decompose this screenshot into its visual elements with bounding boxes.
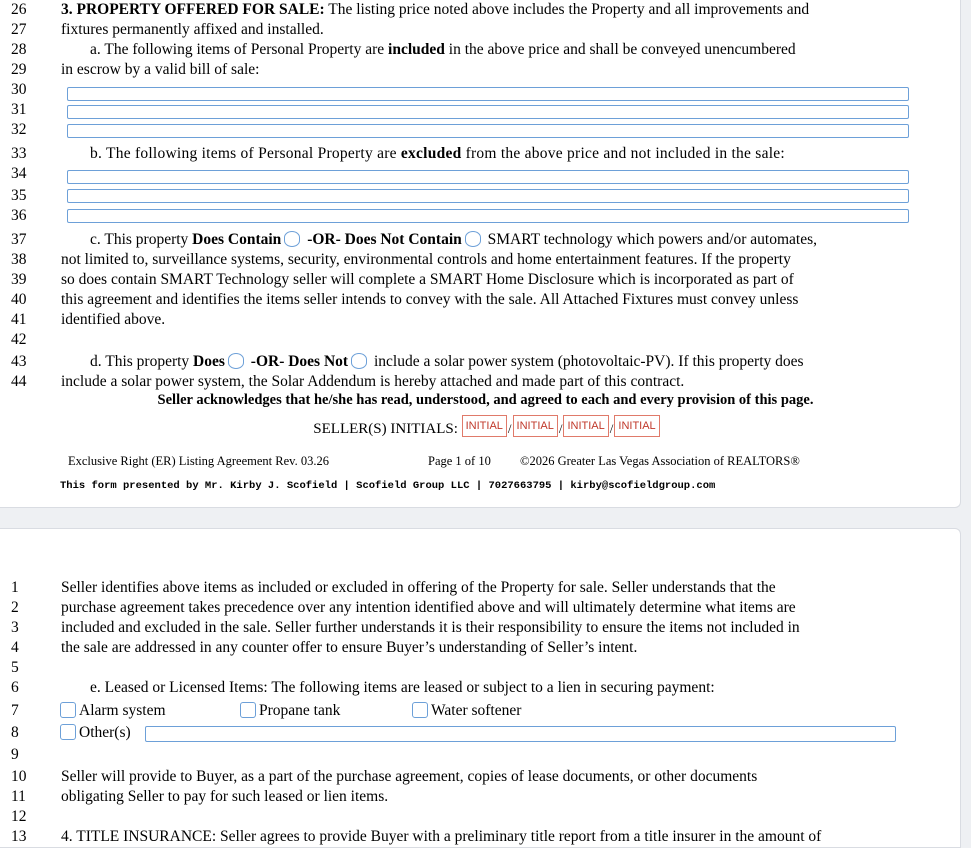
line-number: 13 — [11, 828, 27, 845]
other-label: Other(s) — [79, 724, 131, 741]
body-text: include a solar power system, the Solar Addendum is hereby attached and made part of this contract. — [61, 373, 685, 390]
does-solar-checkbox[interactable] — [228, 353, 244, 369]
line-number: 9 — [11, 746, 19, 763]
does-not-contain-smart-checkbox[interactable] — [465, 231, 481, 247]
propane-tank-checkbox[interactable] — [240, 702, 256, 718]
initial-box-4[interactable]: INITIAL — [614, 415, 659, 437]
line-number: 2 — [11, 599, 19, 616]
line-number: 42 — [11, 331, 27, 348]
body-text: this agreement and identifies the items seller intends to convey with the sale. All Attached Fixtures must convey unless — [61, 291, 799, 308]
initial-box-1[interactable]: INITIAL — [462, 415, 507, 437]
item-b-text: b. The following items of Personal Property are excluded from the above price and not included in the sale: — [90, 145, 785, 162]
line-number: 43 — [11, 353, 27, 370]
line-number: 36 — [11, 207, 27, 224]
section-3-title: 3. PROPERTY OFFERED FOR SALE: — [61, 1, 325, 18]
line-number: 28 — [11, 41, 27, 58]
alarm-system-label: Alarm system — [79, 702, 166, 719]
excluded-items-field-3[interactable] — [67, 209, 909, 223]
line-number: 37 — [11, 231, 27, 248]
line-number: 26 — [11, 1, 27, 18]
included-items-field-1[interactable] — [67, 87, 909, 101]
line-number: 3 — [11, 619, 19, 636]
leased-items-options — [60, 701, 166, 720]
body-text: Seller identifies above items as included or excluded in offering of the Property for sale. Seller understands that the — [61, 579, 776, 596]
body-text: so does contain SMART Technology seller will complete a SMART Home Disclosure which is incorporated as part of — [61, 271, 794, 288]
line-number: 27 — [11, 21, 27, 38]
line-number: 33 — [11, 145, 27, 162]
line-number: 39 — [11, 271, 27, 288]
other-checkbox[interactable] — [60, 724, 76, 740]
propane-tank-label: Propane tank — [259, 702, 341, 719]
line-number: 5 — [11, 659, 19, 676]
line-number: 11 — [11, 788, 26, 805]
line-number: 8 — [11, 724, 19, 741]
body-text: purchase agreement takes precedence over any intention identified above and will ultimately determine what items are — [61, 599, 796, 616]
included-items-field-2[interactable] — [67, 105, 909, 119]
body-text: included and excluded in the sale. Seller further understands it is their responsibility to ensure the items not included in — [61, 619, 800, 636]
item-c-text: c. This property Does Contain -OR- Does Not Contain SMART technology which powers and/or automates, — [90, 231, 818, 248]
body-text: not limited to, surveillance systems, security, environmental controls and home entertainment features. If the property — [61, 251, 791, 268]
initial-box-2[interactable]: INITIAL — [513, 415, 558, 437]
line-number: 4 — [11, 639, 19, 656]
propane-option — [240, 701, 340, 720]
included-items-field-3[interactable] — [67, 124, 909, 138]
line-number: 34 — [11, 165, 27, 182]
alarm-system-checkbox[interactable] — [60, 702, 76, 718]
acknowledgement-text: Seller acknowledges that he/she has read, understood, and agreed to each and every provision of this page. — [157, 392, 814, 408]
line-number: 32 — [11, 121, 27, 138]
water-softener-option — [412, 701, 521, 720]
body-text: obligating Seller to pay for such leased or lien items. — [61, 788, 389, 805]
line-number: 31 — [11, 101, 27, 118]
excluded-items-field-2[interactable] — [67, 189, 909, 203]
does-not-solar-checkbox[interactable] — [351, 353, 367, 369]
line-number: 29 — [11, 61, 27, 78]
footer-form-name: Exclusive Right (ER) Listing Agreement Rev. 03.26 — [68, 454, 329, 468]
line-number: 38 — [11, 251, 27, 268]
body-text: identified above. — [61, 311, 166, 328]
line-number: 40 — [11, 291, 27, 308]
item-e-text: e. Leased or Licensed Items: The following items are leased or subject to a lien in securing payment: — [90, 679, 715, 696]
line-number: 1 — [11, 579, 19, 596]
other-items-field[interactable] — [145, 726, 896, 742]
line-number: 6 — [11, 679, 19, 696]
line-number: 44 — [11, 373, 27, 390]
footer-page-number: Page 1 of 10 — [428, 454, 491, 468]
other-option — [60, 723, 131, 742]
body-text: fixtures permanently affixed and installed. — [61, 21, 324, 38]
line-number: 41 — [11, 311, 27, 328]
water-softener-checkbox[interactable] — [412, 702, 428, 718]
section-3-text: The listing price noted above includes the Property and all improvements and — [324, 1, 810, 18]
water-softener-label: Water softener — [431, 702, 522, 719]
item-a-text: a. The following items of Personal Property are included in the above price and shall be conveyed unencumbered — [90, 41, 796, 58]
section-4-text: 4. TITLE INSURANCE: Seller agrees to provide Buyer with a preliminary title report from a title insurer in the amount of — [61, 828, 822, 845]
line-number: 35 — [11, 187, 27, 204]
item-d-text: d. This property Does -OR- Does Not include a solar power system (photovoltaic-PV). If this property does — [90, 353, 804, 370]
seller-initials-label: SELLER(S) INITIALS: — [313, 421, 458, 437]
line-number: 7 — [11, 702, 19, 719]
footer-copyright: ©2026 Greater Las Vegas Association of REALTORS® — [520, 454, 800, 468]
does-contain-smart-checkbox[interactable] — [284, 231, 300, 247]
line-number: 30 — [11, 81, 27, 98]
body-text: Seller will provide to Buyer, as a part of the purchase agreement, copies of lease documents, or other documents — [61, 768, 758, 785]
presented-by-line: This form presented by Mr. Kirby J. Scofield | Scofield Group LLC | 7027663795 | kirby@scofieldgroup.com — [60, 480, 716, 492]
document-page-2 — [0, 528, 961, 848]
line-number: 10 — [11, 768, 27, 785]
seller-initials-row: SELLER(S) INITIALS: INITIAL / INITIAL / INITIAL / INITIAL — [0, 415, 961, 438]
body-text: the sale are addressed in any counter offer to ensure Buyer’s understanding of Seller’s intent. — [61, 639, 638, 656]
initial-box-3[interactable]: INITIAL — [563, 415, 608, 437]
excluded-items-field-1[interactable] — [67, 170, 909, 184]
line-number: 12 — [11, 808, 27, 825]
section-3-heading-line — [61, 0, 809, 19]
body-text: in escrow by a valid bill of sale: — [61, 61, 260, 78]
